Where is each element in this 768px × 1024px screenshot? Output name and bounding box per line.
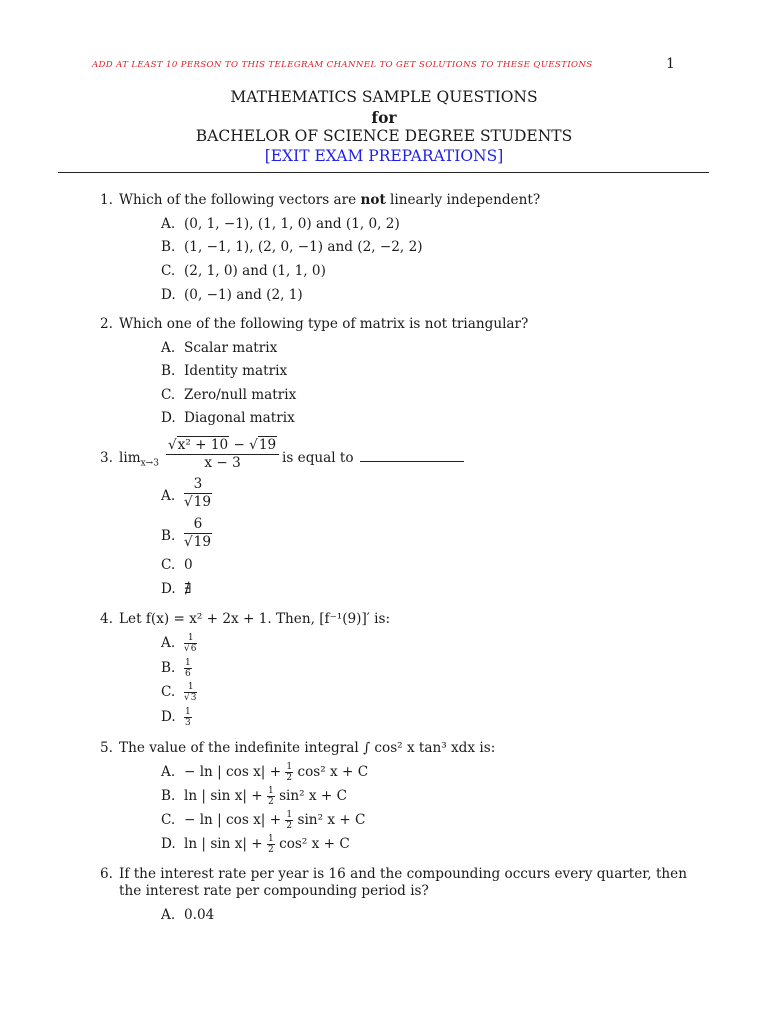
option-text: 0 bbox=[184, 557, 193, 573]
question-text-line-1: If the interest rate per year is 16 and the compounding occurs every quarter, then bbox=[119, 866, 687, 882]
fraction-numerator: 1 bbox=[185, 658, 191, 668]
option-label: B. bbox=[161, 528, 176, 544]
question-text-bold: not bbox=[360, 192, 386, 208]
title-line-3: BACHELOR OF SCIENCE DEGREE STUDENTS bbox=[195, 127, 573, 145]
sqrt-radicand: 19 bbox=[193, 534, 211, 550]
option-fraction bbox=[184, 476, 212, 511]
fraction-denominator: 6 bbox=[185, 669, 191, 679]
question-text bbox=[282, 448, 464, 468]
minus-sign: − bbox=[229, 437, 250, 453]
fraction-denominator: 2 bbox=[286, 773, 293, 783]
question-number: 6. bbox=[100, 866, 113, 882]
header-note: ADD AT LEAST 10 PERSON TO THIS TELEGRAM CHANNEL TO GET SOLUTIONS TO THESE QUESTIONS bbox=[92, 60, 593, 70]
option-fraction bbox=[184, 658, 192, 679]
option-label: D. bbox=[161, 410, 176, 426]
question-number: 4. bbox=[100, 611, 113, 627]
option-fraction bbox=[184, 682, 197, 703]
fraction-numerator: 1 bbox=[286, 762, 293, 772]
option-expression bbox=[184, 762, 368, 783]
option-expression bbox=[184, 834, 350, 855]
option-text: (0, −1) and (2, 1) bbox=[184, 287, 303, 303]
fraction-denominator: 3 bbox=[185, 718, 191, 728]
question-text: Let f(x) = x² + 2x + 1. Then, [f⁻¹(9)]′ is: bbox=[119, 611, 391, 627]
limit-fraction bbox=[166, 437, 279, 472]
option-label: B. bbox=[161, 363, 176, 379]
question-text-part: is equal to bbox=[282, 450, 354, 466]
option-text: (1, −1, 1), (2, 0, −1) and (2, −2, 2) bbox=[184, 239, 423, 255]
sqrt-radicand: 3 bbox=[190, 693, 197, 703]
fraction-numerator: 6 bbox=[184, 516, 212, 534]
option-label: D. bbox=[161, 709, 176, 725]
expression-part: cos² x + C bbox=[297, 764, 369, 780]
fraction-numerator: 1 bbox=[268, 786, 274, 796]
option-label: A. bbox=[161, 635, 176, 651]
limit-operator bbox=[119, 448, 159, 474]
option-label: C. bbox=[161, 684, 176, 700]
option-expression bbox=[184, 810, 365, 831]
fraction-numerator: 1 bbox=[268, 834, 274, 844]
fraction-denominator: 2 bbox=[268, 797, 274, 807]
header-divider bbox=[58, 172, 709, 173]
question-text bbox=[119, 190, 540, 210]
expression-part: sin² x + C bbox=[297, 812, 366, 828]
option-text: Scalar matrix bbox=[184, 340, 278, 356]
option-label: B. bbox=[161, 788, 176, 804]
question-text: Which one of the following type of matrix is not triangular? bbox=[119, 316, 529, 332]
option-label: A. bbox=[161, 764, 176, 780]
half-fraction bbox=[267, 834, 275, 855]
expression-part: − ln | cos x| + bbox=[184, 812, 286, 828]
answer-blank bbox=[360, 461, 464, 462]
question-number: 5. bbox=[100, 740, 113, 756]
option-label: A. bbox=[161, 907, 176, 923]
lim-subscript: x→3 bbox=[140, 458, 159, 469]
option-label: C. bbox=[161, 557, 176, 573]
option-fraction bbox=[184, 633, 197, 654]
question-text-part: linearly independent? bbox=[385, 192, 541, 208]
option-label: C. bbox=[161, 387, 176, 403]
option-fraction bbox=[184, 707, 192, 728]
fraction-denominator: 2 bbox=[286, 821, 293, 831]
title-line-2: for bbox=[371, 107, 397, 127]
option-text: 0.04 bbox=[184, 907, 215, 923]
fraction-denominator: √3 bbox=[184, 693, 197, 703]
option-label: B. bbox=[161, 660, 176, 676]
option-label: C. bbox=[161, 263, 176, 279]
option-expression bbox=[184, 786, 347, 807]
question-number: 3. bbox=[100, 450, 113, 466]
question-number: 1. bbox=[100, 192, 113, 208]
fraction-numerator: 1 bbox=[184, 682, 197, 693]
option-label: A. bbox=[161, 488, 176, 504]
sqrt-radicand: 19 bbox=[258, 437, 277, 453]
title-line-1: MATHEMATICS SAMPLE QUESTIONS bbox=[230, 88, 538, 106]
option-text: Diagonal matrix bbox=[184, 410, 295, 426]
sqrt-radicand: x² + 10 bbox=[177, 437, 229, 453]
fraction-denominator: √19 bbox=[184, 494, 211, 510]
fraction-numerator: 1 bbox=[185, 707, 191, 717]
expression-part: ln | sin x| + bbox=[184, 788, 268, 804]
fraction-denominator: √19 bbox=[184, 534, 211, 550]
option-label: D. bbox=[161, 581, 176, 597]
title-line-4: [EXIT EXAM PREPARATIONS] bbox=[264, 146, 504, 165]
option-label: B. bbox=[161, 239, 176, 255]
expression-part: ln | sin x| + bbox=[184, 836, 268, 852]
fraction-denominator: x − 3 bbox=[204, 455, 241, 471]
title-block bbox=[0, 88, 768, 166]
sqrt-radicand: 19 bbox=[193, 494, 211, 510]
half-fraction bbox=[285, 810, 293, 831]
question-text: The value of the indefinite integral ∫ cos² x tan³ xdx is: bbox=[119, 740, 496, 756]
option-label: A. bbox=[161, 340, 176, 356]
fraction-numerator: 1 bbox=[286, 810, 293, 820]
option-text: Zero/null matrix bbox=[184, 387, 297, 403]
expression-part: sin² x + C bbox=[279, 788, 348, 804]
option-text: (0, 1, −1), (1, 1, 0) and (1, 0, 2) bbox=[184, 216, 400, 232]
fraction-numerator: 3 bbox=[184, 476, 212, 494]
option-fraction bbox=[184, 516, 212, 551]
question-number: 2. bbox=[100, 316, 113, 332]
page-number: 1 bbox=[666, 56, 675, 72]
option-text: ∄ bbox=[184, 581, 192, 597]
fraction-denominator: √6 bbox=[184, 644, 197, 654]
sqrt-radicand: 6 bbox=[190, 644, 197, 654]
option-label: D. bbox=[161, 287, 176, 303]
option-label: D. bbox=[161, 836, 176, 852]
lim-text: lim bbox=[119, 450, 141, 466]
fraction-numerator: 1 bbox=[184, 633, 197, 644]
question-text-part: Which of the following vectors are bbox=[119, 192, 361, 208]
option-text: Identity matrix bbox=[184, 363, 288, 379]
half-fraction bbox=[285, 762, 293, 783]
option-label: C. bbox=[161, 812, 176, 828]
question-text-line-2: the interest rate per compounding period is? bbox=[119, 883, 429, 899]
option-text: (2, 1, 0) and (1, 1, 0) bbox=[184, 263, 326, 279]
half-fraction bbox=[267, 786, 275, 807]
expression-part: cos² x + C bbox=[279, 836, 350, 852]
fraction-denominator: 2 bbox=[268, 845, 274, 855]
fraction-numerator: √x² + 10 − √19 bbox=[166, 437, 279, 455]
option-label: A. bbox=[161, 216, 176, 232]
expression-part: − ln | cos x| + bbox=[184, 764, 286, 780]
